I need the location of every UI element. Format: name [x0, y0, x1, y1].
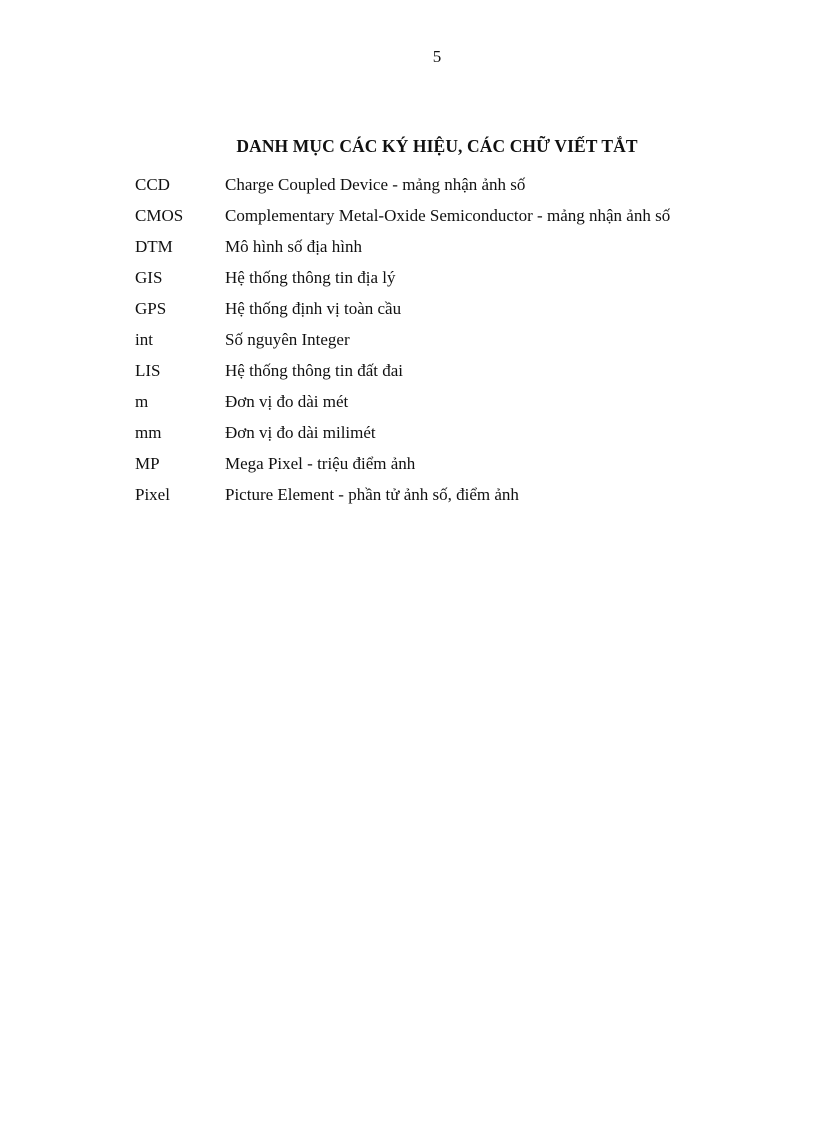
- abbreviation-term: m: [135, 391, 149, 411]
- abbreviation-row: [135, 293, 670, 324]
- abbreviation-term: mm: [135, 422, 162, 442]
- abbreviation-row: [135, 479, 670, 510]
- abbreviation-term: Pixel: [135, 484, 170, 504]
- abbreviation-row: [135, 448, 670, 479]
- abbreviation-term: GIS: [135, 267, 163, 287]
- abbreviation-row: [135, 200, 670, 231]
- abbreviation-row: [135, 231, 670, 262]
- abbreviation-row: [135, 169, 670, 200]
- abbreviation-term: MP: [135, 453, 160, 473]
- abbreviation-definition: Mô hình số địa hình: [225, 236, 362, 256]
- abbreviation-term: GPS: [135, 298, 167, 318]
- page-number: 5: [432, 47, 442, 66]
- abbreviation-definition: Đơn vị đo dài milimét: [225, 422, 376, 442]
- abbreviation-definition: Hệ thống định vị toàn cầu: [225, 298, 402, 318]
- abbreviation-term: CMOS: [135, 205, 184, 225]
- abbreviation-definition: Hệ thống thông tin địa lý: [225, 267, 396, 287]
- page-title: DANH MỤC CÁC KÝ HIỆU, CÁC CHỮ VIẾT TẮT: [236, 136, 638, 156]
- abbreviation-row: [135, 355, 670, 386]
- abbreviation-definition: Complementary Metal-Oxide Semiconductor - mảng nhận ảnh số: [225, 205, 671, 225]
- abbreviation-term: DTM: [135, 236, 173, 256]
- abbreviation-definition: Picture Element - phần tử ảnh số, điểm ảnh: [225, 484, 519, 504]
- abbreviation-definition: Đơn vị đo dài mét: [225, 391, 349, 411]
- abbreviation-definition: Số nguyên Integer: [225, 329, 350, 349]
- abbreviation-definition: Hệ thống thông tin đất đai: [225, 360, 404, 380]
- abbreviation-term: CCD: [135, 174, 170, 194]
- abbreviation-row: [135, 417, 670, 448]
- abbreviation-definition: Charge Coupled Device - mảng nhận ảnh số: [225, 174, 526, 194]
- abbreviation-term: LIS: [135, 360, 161, 380]
- abbreviation-term: int: [135, 329, 153, 349]
- abbreviation-row: [135, 386, 670, 417]
- abbreviation-definition: Mega Pixel - triệu điểm ảnh: [225, 453, 416, 473]
- abbreviation-list: [135, 169, 670, 510]
- abbreviation-row: [135, 262, 670, 293]
- abbreviation-row: [135, 324, 670, 355]
